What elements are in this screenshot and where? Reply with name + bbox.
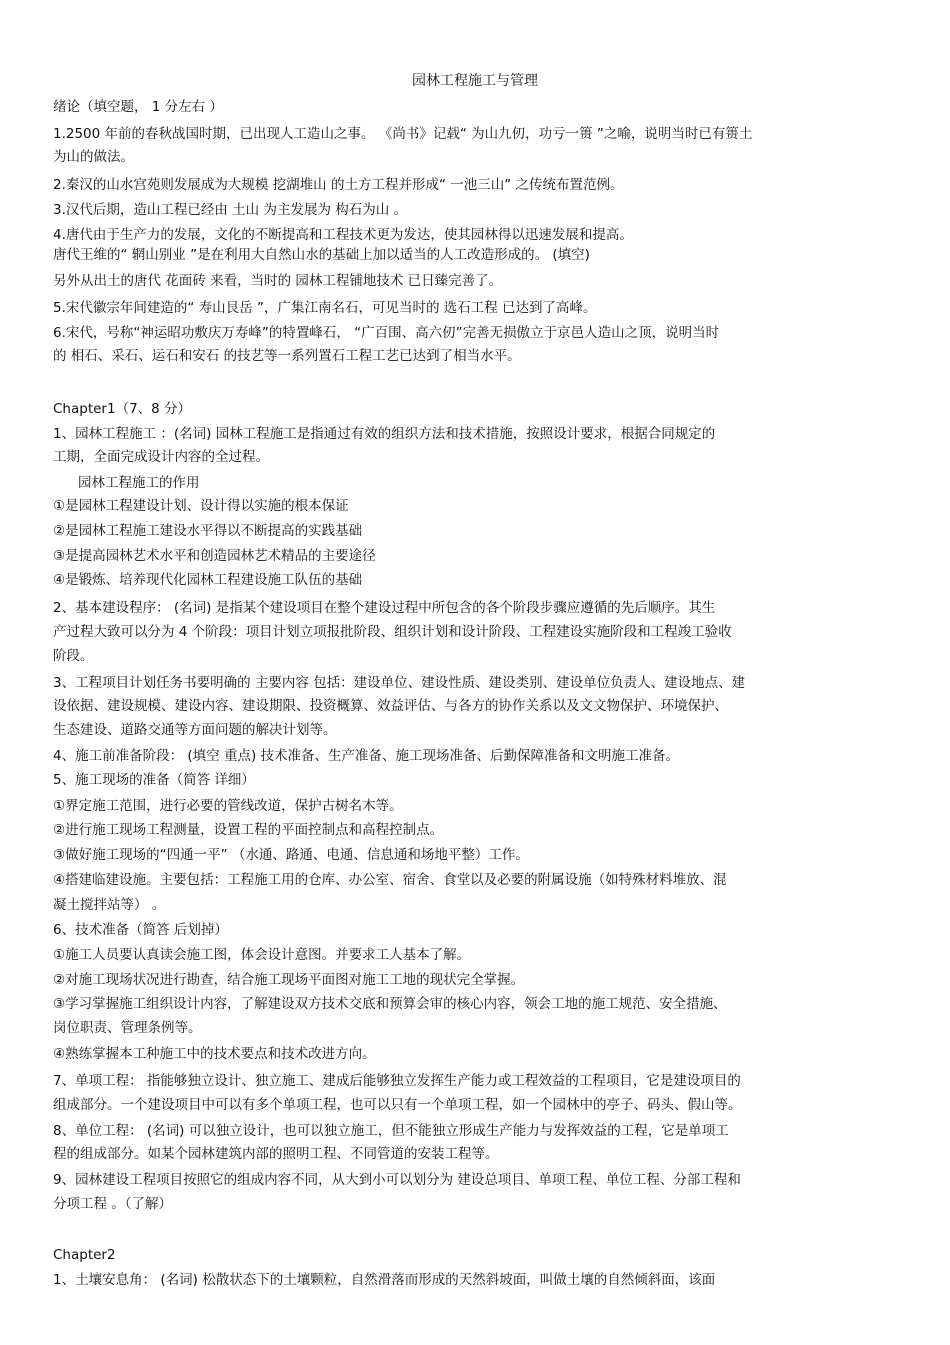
document-title: 园林工程施工与管理 <box>412 73 538 89</box>
chapter1-line: 生态建设、道路交通等方面问题的解决计划等。 <box>53 722 337 738</box>
chapter1-subheading: 园林工程施工的作用 <box>78 475 200 491</box>
chapter1-line: 产过程大致可以分为 4 个阶段：项目计划立项报批阶段、组织计划和设计阶段、工程建设实施阶段和工程竣工验收 <box>53 624 732 640</box>
intro-heading: 绪论（填空题， 1 分左右 ） <box>53 99 223 115</box>
chapter1-heading: Chapter1（7、8 分） <box>53 401 192 417</box>
chapter1-line: ②对施工现场状况进行勘查，结合施工现场平面图对施工工地的现状完全掌握。 <box>53 972 525 988</box>
intro-line: 为山的做法。 <box>53 149 134 165</box>
chapter1-line: 3、工程项目计划任务书要明确的 主要内容 包括：建设单位、建设性质、建设类别、建设单位负责人、建设地点、建 <box>53 675 746 691</box>
intro-line: 4.唐代由于生产力的发展，文化的不断提高和工程技术更为发达，使其园林得以迅速发展和提高。 <box>53 227 633 243</box>
chapter1-line: 设依据、建设规模、建设内容、建设期限、投资概算、效益评估、与各方的协作关系以及文文物保护、环境保护、 <box>53 698 728 714</box>
chapter1-line: 分项工程 。（了解） <box>53 1196 173 1212</box>
chapter1-line: 1、园林工程施工 ：(名词) 园林工程施工是指通过有效的组织方法和技术措施，按照设计要求，根据合同规定的 <box>53 426 716 442</box>
intro-line: 3.汉代后期，造山工程已经由 土山 为主发展为 构石为山 。 <box>53 202 408 218</box>
chapter1-line: ③是提高园林艺术水平和创造园林艺术精品的主要途径 <box>53 548 376 564</box>
chapter1-line: 工期，全面完成设计内容的全过程。 <box>53 449 269 465</box>
chapter1-line: 6、技术准备（简答 后划掉） <box>53 922 228 938</box>
chapter1-line: ④熟练掌握本工种施工中的技术要点和技术改进方向。 <box>53 1046 376 1062</box>
intro-line: 6.宋代，号称“神运昭功敷庆万寿峰”的特置峰石， “广百围、高六仞”完善无损傲立于京邑人造山之顶，说明当时 <box>53 325 720 341</box>
chapter1-line: 2、基本建设程序： (名词) 是指某个建设项目在整个建设过程中所包含的各个阶段步骤应遵循的先后顺序。其生 <box>53 600 716 616</box>
intro-line: 另外从出土的唐代 花面砖 来看，当时的 园林工程铺地技术 已日臻完善了。 <box>53 273 503 289</box>
chapter2-heading: Chapter2 <box>53 1247 116 1263</box>
chapter1-line: 岗位职责、管理条例等。 <box>53 1020 202 1036</box>
chapter1-line: ③做好施工现场的“四通一平” （水通、路通、电通、信息通和场地平整）工作。 <box>53 847 529 863</box>
intro-line: 5.宋代徽宗年间建造的“ 寿山艮岳 ”，广集江南名石，可见当时的 选石工程 已达到了高峰。 <box>53 300 597 316</box>
chapter1-line: ②是园林工程施工建设水平得以不断提高的实践基础 <box>53 523 363 539</box>
chapter1-line: 阶段。 <box>53 648 94 664</box>
intro-line: 唐代王维的“ 辋山别业 ”是在利用大自然山水的基础上加以适当的人工改造形成的。 (填空) <box>53 247 590 263</box>
chapter1-line: 9、园林建设工程项目按照它的组成内容不同，从大到小可以划分为 建设总项目、单项工程、单位工程、分部工程和 <box>53 1172 741 1188</box>
chapter1-line: ①是园林工程建设计划、设计得以实施的根本保证 <box>53 498 349 514</box>
intro-line: 2.秦汉的山水宫苑则发展成为大规模 挖湖堆山 的土方工程并形成“ 一池三山” 之传统布置范例。 <box>53 177 624 193</box>
chapter1-line: 7、单项工程： 指能够独立设计、独立施工、建成后能够独立发挥生产能力或工程效益的工程项目，它是建设项目的 <box>53 1073 741 1089</box>
chapter2-line: 1、土壤安息角： (名词) 松散状态下的土壤颗粒，自然滑落而形成的天然斜坡面，叫做土壤的自然倾斜面，该面 <box>53 1272 716 1288</box>
chapter1-line: 凝土搅拌站等） 。 <box>53 897 166 913</box>
chapter1-line: 8、单位工程： (名词) 可以独立设计，也可以独立施工，但不能独立形成生产能力与发挥效益的工程，它是单项工 <box>53 1123 729 1139</box>
intro-line: 的 相石、采石、运石和安石 的技艺等一系列置石工程工艺已达到了相当水平。 <box>53 348 521 364</box>
chapter1-line: 程的组成部分。如某个园林建筑内部的照明工程、不同管道的安装工程等。 <box>53 1146 499 1162</box>
chapter1-line: ①施工人员要认真读会施工图，体会设计意图。并要求工人基本了解。 <box>53 947 471 963</box>
chapter1-line: 组成部分。一个建设项目中可以有多个单项工程，也可以只有一个单项工程，如一个园林中的亭子、码头、假山等。 <box>53 1097 742 1113</box>
chapter1-line: ④是锻炼、培养现代化园林工程建设施工队伍的基础 <box>53 572 363 588</box>
chapter1-line: ②进行施工现场工程测量，设置工程的平面控制点和高程控制点。 <box>53 822 444 838</box>
chapter1-line: 4、施工前准备阶段： (填空 重点) 技术准备、生产准备、施工现场准备、后勤保障准备和文明施工准备。 <box>53 748 679 764</box>
chapter1-line: ①界定施工范围，进行必要的管线改道，保护古树名木等。 <box>53 798 403 814</box>
chapter1-line: ③学习掌握施工组织设计内容，了解建设双方技术交底和预算会审的核心内容，领会工地的施工规范、安全措施、 <box>53 996 727 1012</box>
chapter1-line: 5、施工现场的准备（简答 详细） <box>53 772 255 788</box>
chapter1-line: ④搭建临建设施。主要包括：工程施工用的仓库、办公室、宿舍、食堂以及必要的附属设施（如特殊材料堆放、混 <box>53 872 727 888</box>
intro-line: 1.2500 年前的春秋战国时期，已出现人工造山之事。 《尚书》记载“ 为山九仞，功亏一篑 ”之喻，说明当时已有篑土 <box>53 126 753 142</box>
